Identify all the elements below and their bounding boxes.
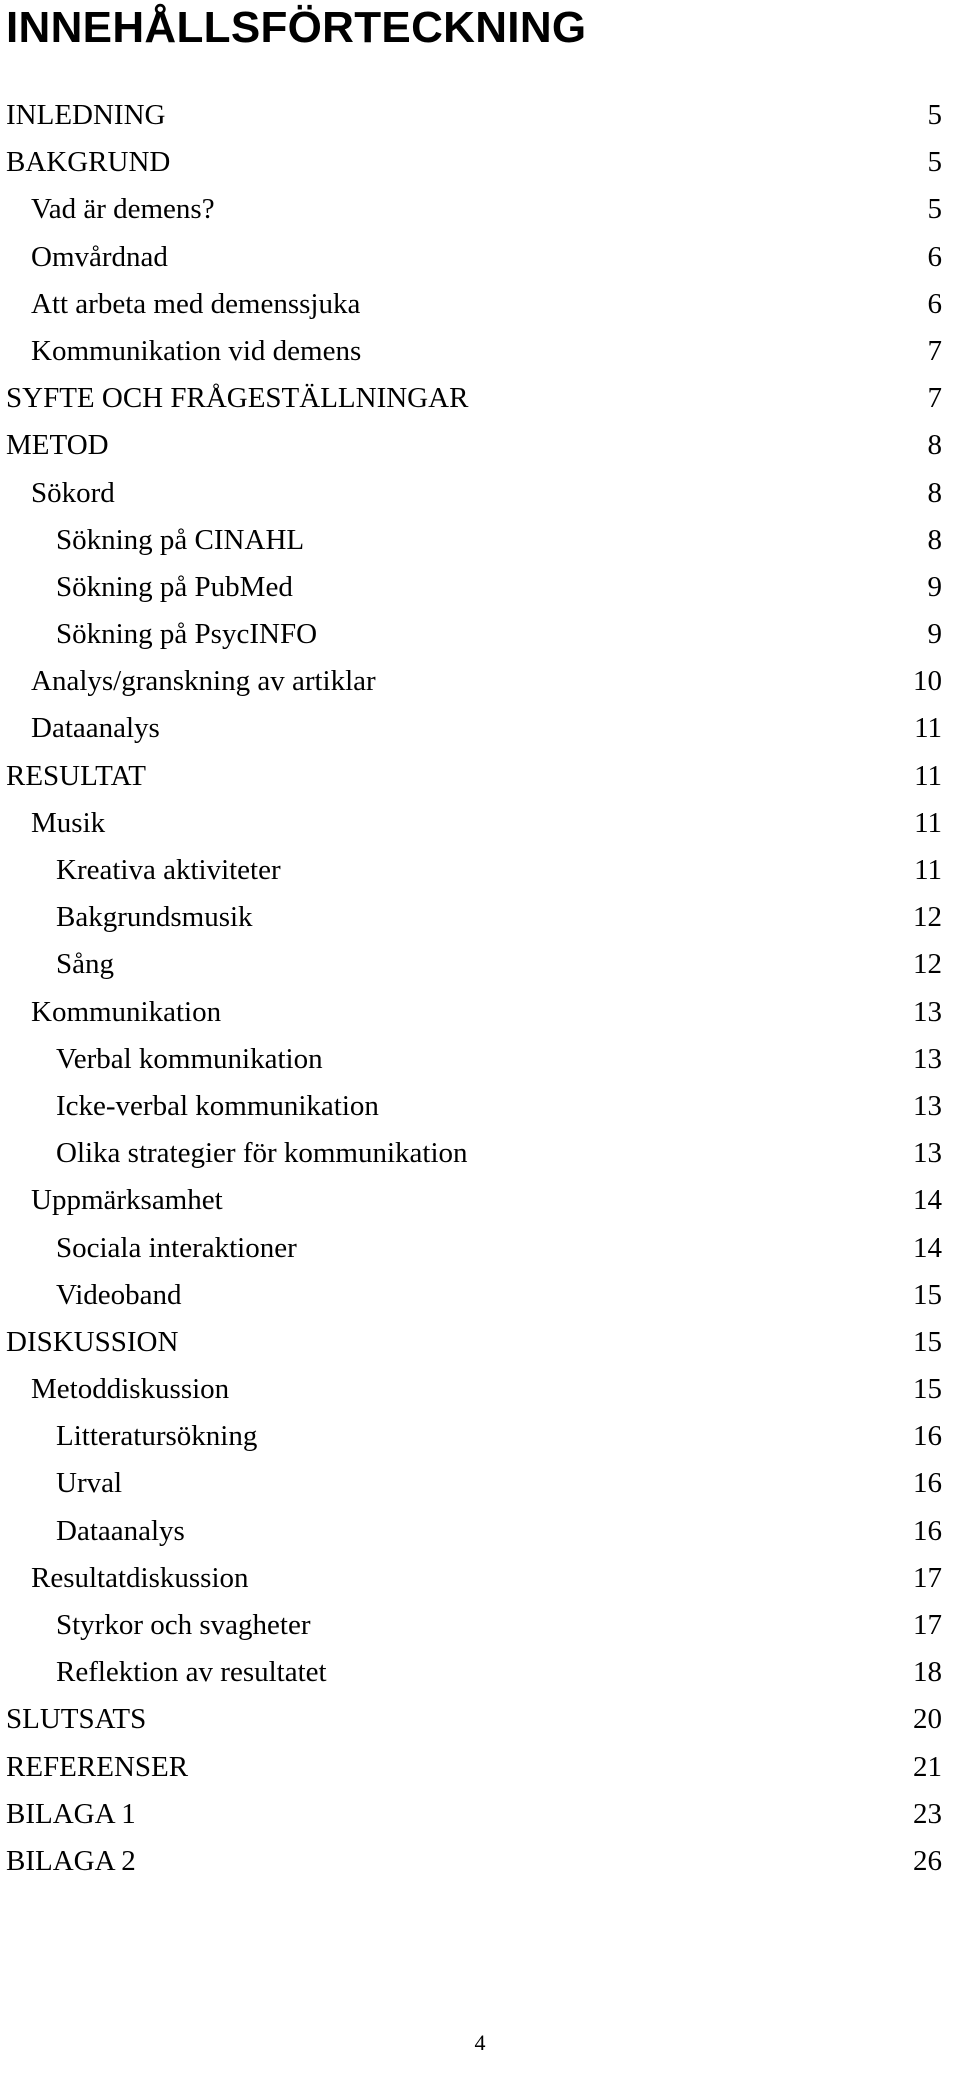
toc-entry-page: 13 <box>913 1137 942 1170</box>
toc-entry-label: Dataanalys <box>56 1514 185 1547</box>
toc-entry <box>0 1460 960 1507</box>
table-of-contents <box>0 92 960 1885</box>
toc-entry-page: 5 <box>927 193 942 226</box>
toc-entry-label: Sång <box>56 948 114 981</box>
toc-entry <box>0 1696 960 1743</box>
toc-entry-label: Uppmärksamhet <box>31 1184 223 1217</box>
toc-entry <box>0 1272 960 1319</box>
toc-entry-page: 8 <box>927 476 942 509</box>
page-title: INNEHÅLLSFÖRTECKNING <box>6 3 587 52</box>
toc-entry-label: Verbal kommunikation <box>56 1042 323 1075</box>
toc-entry <box>0 375 960 422</box>
toc-entry-page: 11 <box>914 759 942 792</box>
toc-entry-label: Sökning på PsycINFO <box>56 618 318 651</box>
toc-entry-label: Icke-verbal kommunikation <box>56 1089 379 1122</box>
toc-entry-label: Sociala interaktioner <box>56 1231 297 1264</box>
toc-entry-page: 8 <box>927 429 942 462</box>
toc-entry-label: Reflektion av resultatet <box>56 1656 327 1689</box>
toc-entry-label: Metoddiskussion <box>31 1373 230 1406</box>
toc-entry <box>0 1036 960 1083</box>
toc-entry-label: Kommunikation vid demens <box>31 334 362 367</box>
toc-entry-page: 11 <box>914 806 942 839</box>
toc-entry-page: 17 <box>913 1561 942 1594</box>
toc-entry <box>0 1602 960 1649</box>
toc-entry <box>0 989 960 1036</box>
toc-entry <box>0 422 960 469</box>
toc-entry-label: Omvårdnad <box>31 240 168 273</box>
toc-entry <box>0 1083 960 1130</box>
toc-entry-label: DISKUSSION <box>6 1325 179 1358</box>
toc-entry-page: 13 <box>913 995 942 1028</box>
toc-entry-page: 15 <box>913 1325 942 1358</box>
toc-entry <box>0 1319 960 1366</box>
toc-entry-label: Sökning på PubMed <box>56 570 293 603</box>
toc-entry <box>0 941 960 988</box>
toc-entry-page: 15 <box>913 1278 942 1311</box>
toc-entry-page: 6 <box>927 287 942 320</box>
toc-entry <box>0 92 960 139</box>
toc-entry <box>0 611 960 658</box>
toc-entry <box>0 517 960 564</box>
toc-entry-label: Litteratursökning <box>56 1420 258 1453</box>
toc-entry-label: REFERENSER <box>6 1750 189 1783</box>
toc-entry <box>0 1177 960 1224</box>
page-number: 4 <box>474 2030 486 2055</box>
toc-entry-page: 26 <box>913 1844 942 1877</box>
toc-entry <box>0 1366 960 1413</box>
toc-entry <box>0 705 960 752</box>
toc-entry <box>0 1838 960 1885</box>
toc-entry <box>0 328 960 375</box>
toc-entry-page: 6 <box>927 240 942 273</box>
toc-entry-page: 11 <box>914 854 942 886</box>
toc-entry-page: 12 <box>913 948 942 981</box>
toc-entry-page: 16 <box>913 1420 942 1453</box>
toc-entry-label: RESULTAT <box>6 759 147 792</box>
toc-entry-label: BAKGRUND <box>6 146 171 179</box>
toc-entry <box>0 281 960 328</box>
toc-entry-label: Urval <box>56 1467 123 1500</box>
toc-entry <box>0 894 960 941</box>
toc-entry <box>0 564 960 611</box>
toc-entry <box>0 1555 960 1602</box>
toc-entry-label: INLEDNING <box>6 99 166 131</box>
toc-entry-page: 17 <box>913 1609 942 1641</box>
toc-entry-page: 21 <box>913 1750 942 1783</box>
toc-entry-page: 16 <box>913 1467 942 1500</box>
toc-entry <box>0 1130 960 1177</box>
toc-entry-page: 14 <box>913 1184 942 1217</box>
toc-entry-page: 5 <box>927 146 942 179</box>
toc-entry-label: Kommunikation <box>31 995 222 1028</box>
toc-entry-page: 15 <box>913 1373 942 1406</box>
toc-entry-label: METOD <box>6 429 109 462</box>
toc-entry <box>0 1744 960 1791</box>
toc-entry-label: Vad är demens? <box>31 193 215 226</box>
toc-entry-label: Styrkor och svagheter <box>56 1609 311 1641</box>
toc-entry-label: BILAGA 2 <box>6 1844 136 1877</box>
toc-entry <box>0 800 960 847</box>
toc-entry-label: Dataanalys <box>31 712 160 745</box>
toc-entry-page: 9 <box>927 570 942 603</box>
toc-entry <box>0 1649 960 1696</box>
toc-entry-label: Musik <box>31 806 106 839</box>
toc-entry-label: Videoband <box>56 1278 182 1311</box>
toc-entry-page: 13 <box>913 1089 942 1122</box>
toc-entry-page: 11 <box>914 712 942 745</box>
toc-entry-page: 12 <box>913 901 942 934</box>
toc-entry-label: SLUTSATS <box>6 1703 147 1736</box>
toc-entry-page: 20 <box>913 1703 942 1736</box>
toc-entry-page: 8 <box>927 523 942 556</box>
toc-entry-page: 10 <box>913 665 942 698</box>
toc-entry-label: BILAGA 1 <box>6 1797 136 1830</box>
toc-entry-page: 23 <box>913 1797 942 1830</box>
toc-entry <box>0 139 960 186</box>
toc-entry-label: Sökning på CINAHL <box>56 523 305 556</box>
toc-entry-page: 9 <box>927 618 942 651</box>
toc-entry <box>0 186 960 233</box>
toc-entry <box>0 753 960 800</box>
toc-entry-page: 18 <box>913 1656 942 1689</box>
toc-entry <box>0 1413 960 1460</box>
toc-entry <box>0 234 960 281</box>
toc-entry <box>0 658 960 705</box>
toc-entry <box>0 1791 960 1838</box>
toc-entry-label: SYFTE OCH FRÅGESTÄLLNINGAR <box>6 382 469 415</box>
toc-entry <box>0 470 960 517</box>
toc-entry-label: Olika strategier för kommunikation <box>56 1137 468 1170</box>
toc-entry <box>0 1508 960 1555</box>
toc-entry-page: 16 <box>913 1514 942 1547</box>
toc-entry-page: 13 <box>913 1042 942 1075</box>
toc-entry-label: Resultatdiskussion <box>31 1561 249 1594</box>
toc-entry <box>0 847 960 894</box>
toc-entry-label: Bakgrundsmusik <box>56 901 253 934</box>
toc-entry-page: 7 <box>927 382 942 415</box>
toc-entry-page: 7 <box>927 334 942 367</box>
toc-entry-label: Att arbeta med demenssjuka <box>31 287 361 320</box>
toc-entry <box>0 1225 960 1272</box>
toc-entry-label: Analys/granskning av artiklar <box>31 665 376 698</box>
toc-entry-page: 5 <box>927 99 942 131</box>
toc-entry-page: 14 <box>913 1231 942 1264</box>
toc-entry-label: Sökord <box>31 476 115 509</box>
toc-entry-label: Kreativa aktiviteter <box>56 854 281 886</box>
